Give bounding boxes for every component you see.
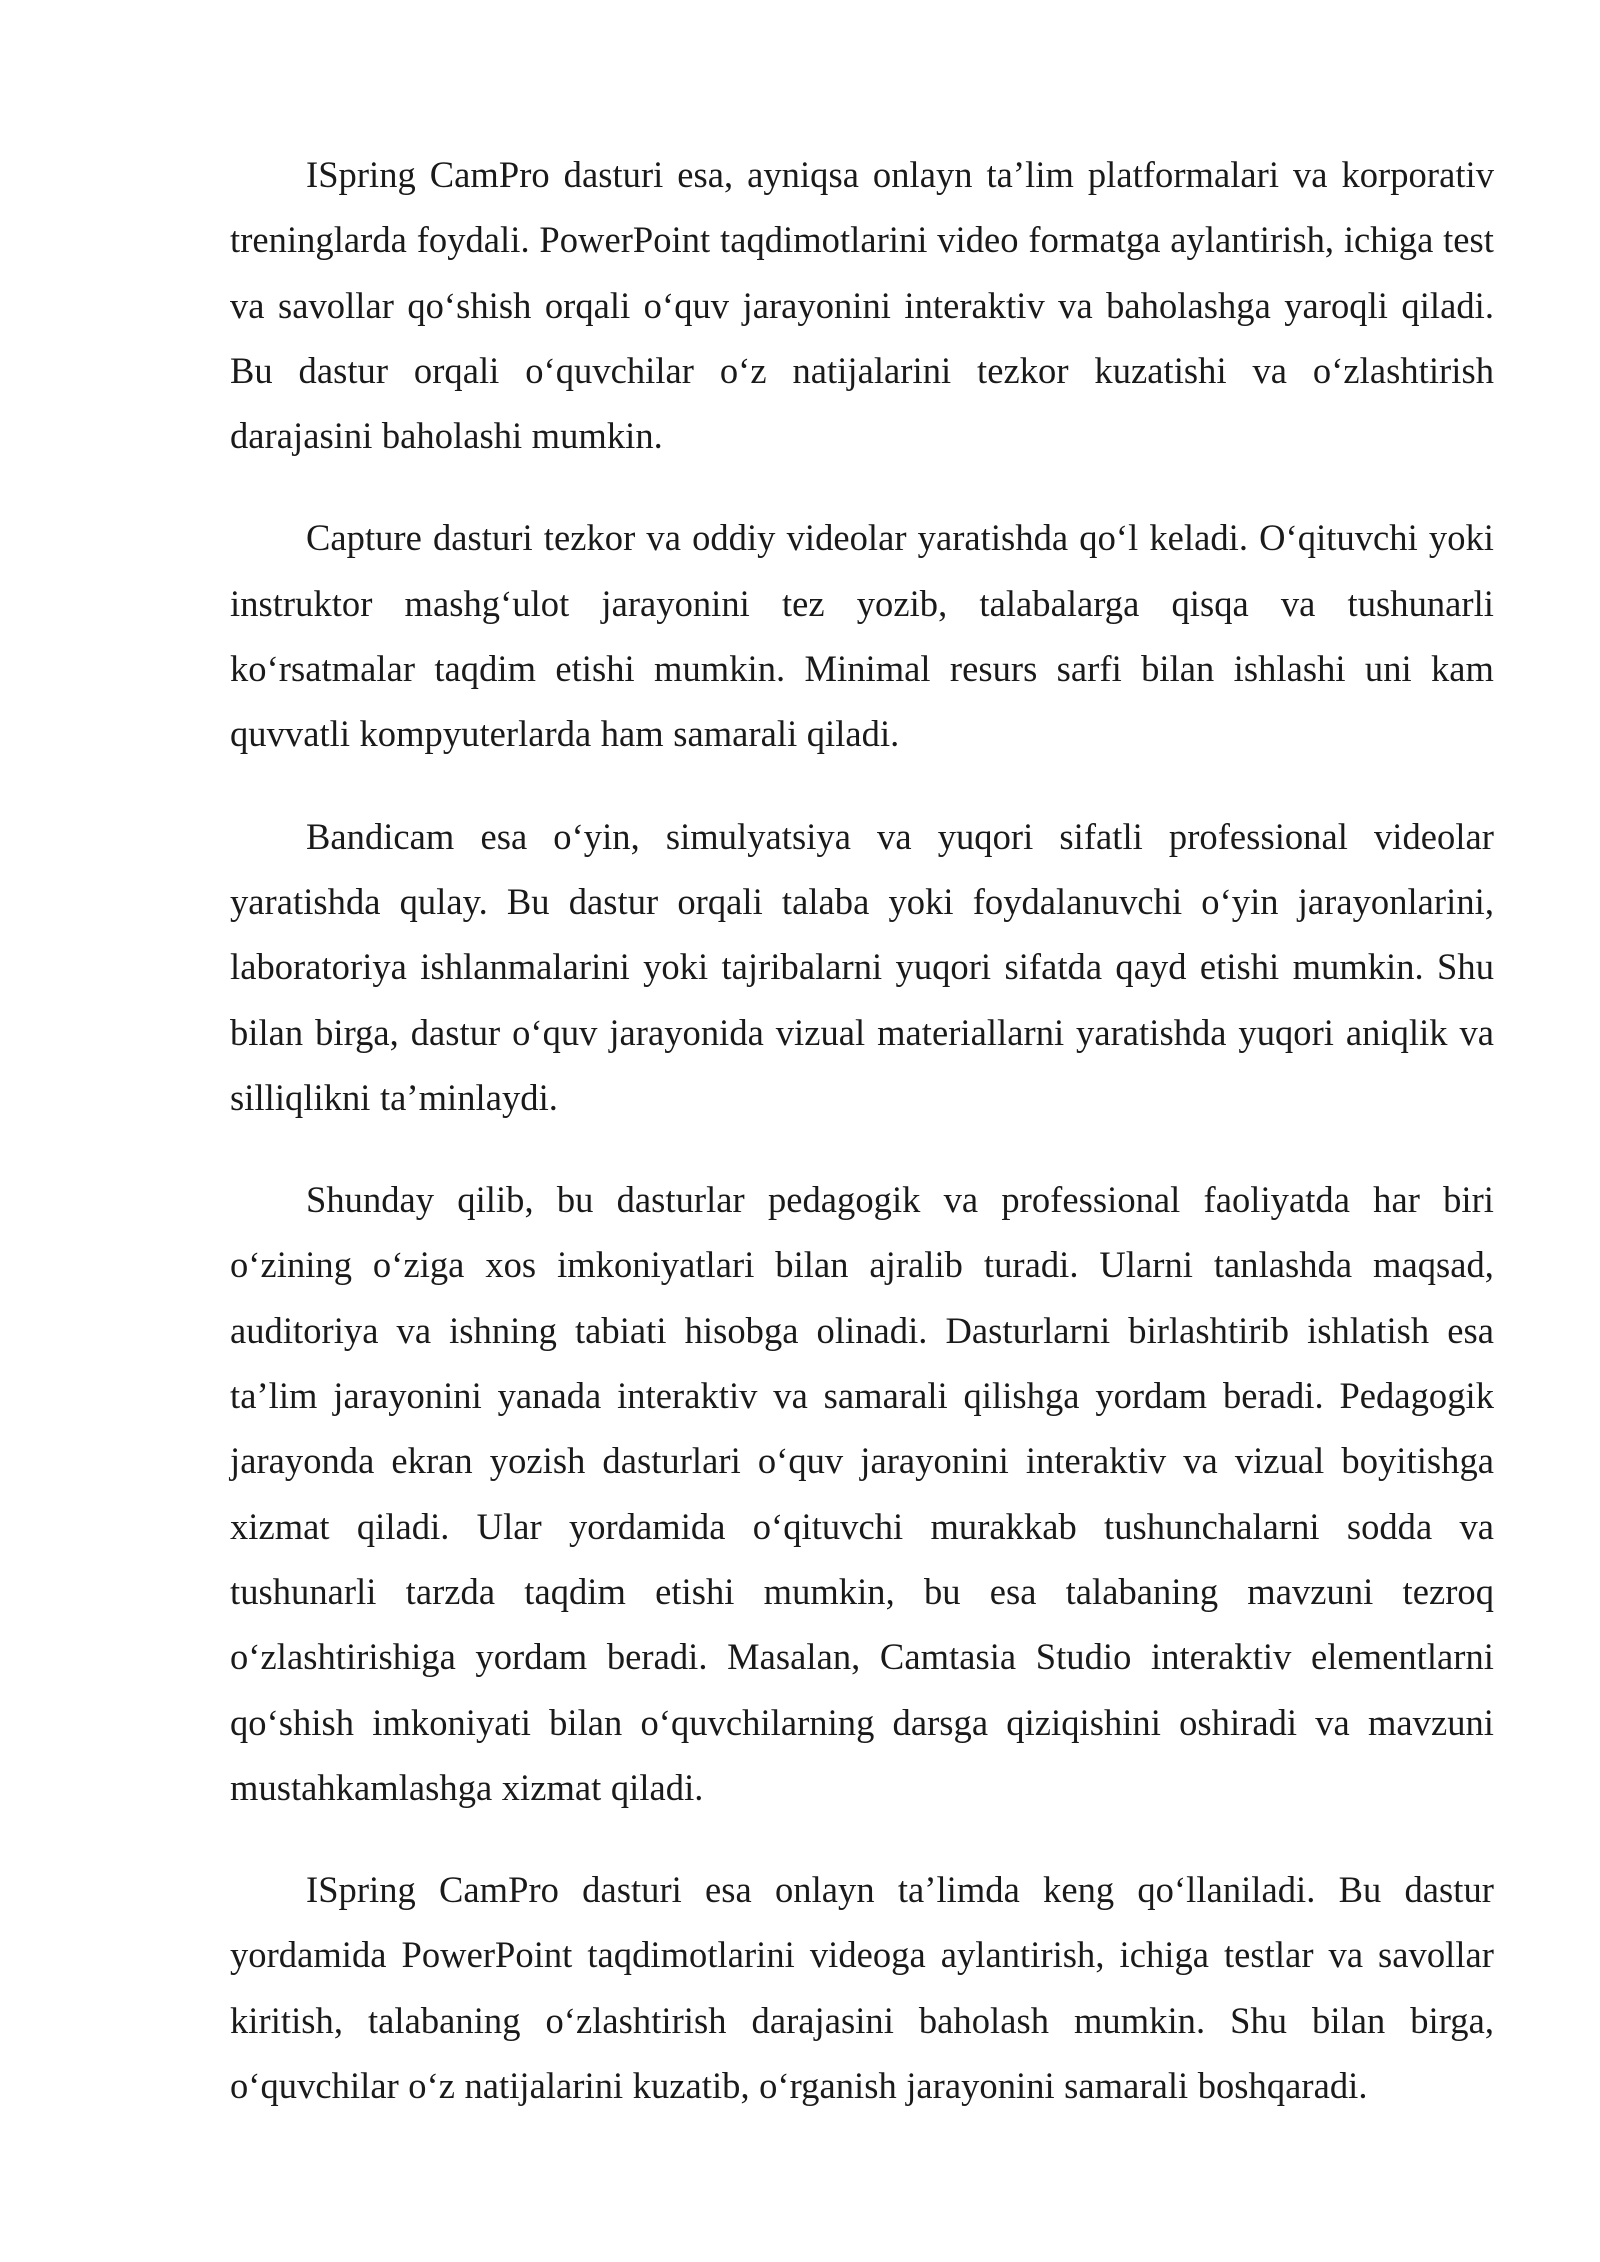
paragraph-ispring-campro-intro: ISpring CamPro dasturi esa, ayniqsa onlayn ta’lim platformalari va korporativ treninglarda foydali. PowerPoint taqdimotlarini video formatga aylantirish, ichiga test va savollar qo‘shish orqali o‘quv jarayonini interaktiv va baholashga yaroqli qiladi. Bu dastur orqali o‘quvchilar o‘z natijalarini tezkor kuzatishi va o‘zlashtirish darajasini baholashi mumkin. xyxy=(230,154,1494,457)
paragraph-ispring-campro-online: ISpring CamPro dasturi esa onlayn ta’limda keng qo‘llaniladi. Bu dastur yordamida PowerPoint taqdimotlarini videoga aylantirish, ichiga testlar va savollar kiritish, talabaning o‘zlashtirish darajasini baholash mumkin. Shu bilan birga, o‘quvchilar o‘z natijalarini kuzatib, o‘rganish jarayonini samarali boshqaradi. xyxy=(230,1869,1494,2107)
document-body xyxy=(230,142,1494,2118)
paragraph-summary: Shunday qilib, bu dasturlar pedagogik va professional faoliyatda har biri o‘zining o‘ziga xos imkoniyatlari bilan ajralib turadi. Ularni tanlashda maqsad, auditoriya va ishning tabiati hisobga olinadi. Dasturlarni birlashtirib ishlatish esa ta’lim jarayonini yanada interaktiv va samarali qilishga yordam beradi. Pedagogik jarayonda ekran yozish dasturlari o‘quv jarayonini interaktiv va vizual boyitishga xizmat qiladi. Ular yordamida o‘qituvchi murakkab tushunchalarni sodda va tushunarli tarzda taqdim etishi mumkin, bu esa talabaning mavzuni tezroq o‘zlashtirishiga yordam beradi. Masalan, Camtasia Studio interaktiv elementlarni qo‘shish imkoniyati bilan o‘quvchilarning darsga qiziqishini oshiradi va mavzuni mustahkamlashga xizmat qiladi. xyxy=(230,1179,1494,1808)
paragraph-bandicam: Bandicam esa o‘yin, simulyatsiya va yuqori sifatli professional videolar yaratishda qulay. Bu dastur orqali talaba yoki foydalanuvchi o‘yin jarayonlarini, laboratoriya ishlanmalarini yoki tajribalarni yuqori sifatda qayd etishi mumkin. Shu bilan birga, dastur o‘quv jarayonida vizual materiallarni yaratishda yuqori aniqlik va silliqlikni ta’minlaydi. xyxy=(230,815,1494,1118)
paragraph-capture: Capture dasturi tezkor va oddiy videolar yaratishda qo‘l keladi. O‘qituvchi yoki instruktor mashg‘ulot jarayonini tez yozib, talabalarga qisqa va tushunarli ko‘rsatmalar taqdim etishi mumkin. Minimal resurs sarfi bilan ishlashi uni kam quvvatli kompyuterlarda ham samarali qiladi. xyxy=(230,517,1494,755)
